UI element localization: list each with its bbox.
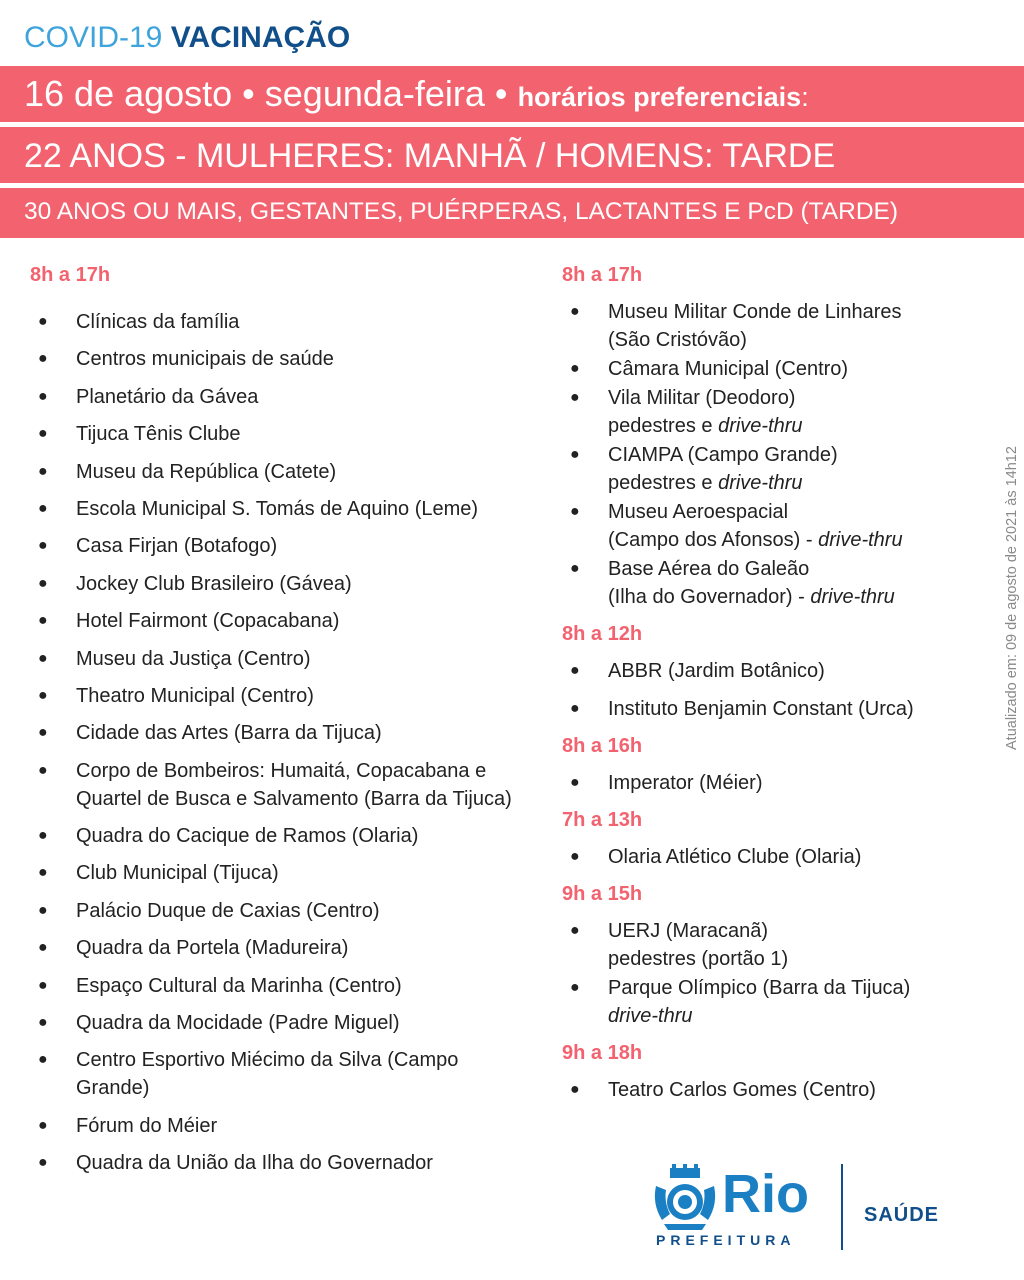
bullet-icon: ● <box>38 686 48 704</box>
location-name: Tijuca Tênis Clube <box>76 423 241 446</box>
location-name: Cidade das Artes (Barra da Tijuca) <box>76 722 382 745</box>
list-item <box>30 458 530 486</box>
list-item <box>30 757 530 813</box>
location-detail <box>608 583 982 611</box>
bullet-icon: ● <box>570 700 580 717</box>
list-item <box>30 859 530 887</box>
left-column <box>30 262 530 1187</box>
logo-sub: PREFEITURA <box>656 1232 796 1248</box>
list-item <box>562 555 982 611</box>
list-item <box>30 934 530 962</box>
bullet-icon: ● <box>38 1116 48 1134</box>
list-item <box>562 974 982 1030</box>
bullet-icon: ● <box>570 446 580 463</box>
bullet-icon: ● <box>38 649 48 667</box>
list-item <box>30 532 530 560</box>
group-9-18 <box>562 1040 982 1104</box>
hours-label: 9h a 15h <box>562 883 643 905</box>
list-item <box>562 498 982 554</box>
location-name: Quadra da Mocidade (Padre Miguel) <box>76 1012 400 1035</box>
location-list <box>562 1076 982 1104</box>
bullet-icon: ● <box>38 425 48 443</box>
location-name: Theatro Municipal (Centro) <box>76 684 314 707</box>
detail-text: pedestres (portão 1) <box>608 948 789 970</box>
hours-label: 8h a 17h <box>30 264 111 286</box>
location-list <box>562 843 982 871</box>
location-list <box>562 769 982 797</box>
location-name: CIAMPA (Campo Grande) <box>608 444 838 466</box>
bullet-icon: ● <box>570 979 580 996</box>
bullet-icon: ● <box>38 1051 48 1069</box>
bullet-icon: ● <box>570 1081 580 1098</box>
list-item <box>30 897 530 925</box>
date-line: 16 de agosto • segunda-feira • <box>24 73 508 114</box>
location-name: Instituto Benjamin Constant (Urca) <box>608 698 914 720</box>
location-list <box>562 657 982 723</box>
list-item <box>562 695 982 723</box>
bullet-icon: ● <box>38 939 48 957</box>
date-banner <box>0 66 1024 122</box>
bullet-icon: ● <box>570 774 580 791</box>
location-name: Quadra da União da Ilha do Governador <box>76 1152 433 1175</box>
bullet-icon: ● <box>38 462 48 480</box>
list-item <box>30 383 530 411</box>
title-light: COVID-19 <box>24 21 163 54</box>
age-banner <box>0 127 1024 183</box>
bullet-icon: ● <box>38 976 48 994</box>
right-column <box>562 262 982 1114</box>
list-item <box>562 657 982 685</box>
location-name: Teatro Carlos Gomes (Centro) <box>608 1079 876 1101</box>
list-item <box>562 355 982 383</box>
list-item <box>562 917 982 973</box>
hours-label: 9h a 18h <box>562 1042 643 1064</box>
location-detail <box>608 1002 982 1030</box>
location-name: Quadra da Portela (Madureira) <box>76 937 349 960</box>
list-item <box>562 384 982 440</box>
location-name: Palácio Duque de Caxias (Centro) <box>76 899 380 922</box>
bullet-icon: ● <box>570 389 580 406</box>
location-name: Base Aérea do Galeão <box>608 558 810 580</box>
bullet-icon: ● <box>38 574 48 592</box>
bullet-icon: ● <box>38 537 48 555</box>
hours-label: 8h a 16h <box>562 735 643 757</box>
location-name: Casa Firjan (Botafogo) <box>76 535 278 558</box>
groups-suffix: (TARDE) <box>800 198 899 225</box>
age-line: 22 ANOS - MULHERES: MANHÃ / HOMENS: TARDE <box>24 137 836 175</box>
updated-note: Atualizado em: 09 de agosto de 2021 às 14h12 <box>1004 446 1020 750</box>
bullet-icon: ● <box>38 901 48 919</box>
list-item <box>30 719 530 747</box>
detail-italic: drive-thru <box>608 1005 693 1027</box>
page-title <box>24 18 350 58</box>
groups-banner <box>0 188 1024 238</box>
list-item <box>30 1046 530 1102</box>
detail-italic: drive-thru <box>718 472 803 494</box>
bullet-icon: ● <box>570 662 580 679</box>
location-detail <box>608 526 982 554</box>
location-name: Museu Militar Conde de Linhares <box>608 301 902 323</box>
location-name: Planetário da Gávea <box>76 385 259 408</box>
detail-italic: drive-thru <box>718 415 803 437</box>
bullet-icon: ● <box>38 864 48 882</box>
bullet-icon: ● <box>38 350 48 368</box>
hours-label: 7h a 13h <box>562 809 643 831</box>
detail-text: pedestres e <box>608 415 713 437</box>
location-name: Espaço Cultural da Marinha (Centro) <box>76 974 402 997</box>
bullet-icon: ● <box>38 387 48 405</box>
list-item <box>30 972 530 1000</box>
list-item <box>30 1009 530 1037</box>
bullet-icon: ● <box>38 761 48 779</box>
bullet-icon: ● <box>570 560 580 577</box>
prefeitura-rio-logo <box>650 1162 950 1257</box>
list-item <box>562 298 982 354</box>
groups-line: 30 ANOS OU MAIS, GESTANTES, PUÉRPERAS, LACTANTES E PcD <box>24 198 794 225</box>
location-name: Quadra do Cacique de Ramos (Olaria) <box>76 825 419 848</box>
bullet-icon: ● <box>570 360 580 377</box>
group-8-16 <box>562 733 982 797</box>
logo-divider <box>841 1164 843 1250</box>
list-item <box>30 645 530 673</box>
location-name: Parque Olímpico (Barra da Tijuca) <box>608 977 911 999</box>
location-detail <box>608 945 982 973</box>
hours-label: 8h a 17h <box>562 264 643 286</box>
detail-italic: drive-thru <box>818 529 903 551</box>
list-item <box>30 570 530 598</box>
list-item <box>562 1076 982 1104</box>
title-bold: VACINAÇÃO <box>170 21 351 54</box>
detail-italic: drive-thru <box>810 586 895 608</box>
logo-name: Rio <box>722 1164 809 1224</box>
bullet-icon: ● <box>38 313 48 330</box>
location-list <box>30 308 530 1177</box>
list-item <box>30 495 530 523</box>
location-list <box>562 917 982 1030</box>
list-item <box>30 1149 530 1177</box>
list-item <box>562 769 982 797</box>
bullet-icon: ● <box>38 1014 48 1032</box>
city-crest-icon <box>650 1164 720 1234</box>
location-detail <box>608 326 982 354</box>
list-item <box>562 843 982 871</box>
list-item <box>562 441 982 497</box>
location-name: Jockey Club Brasileiro (Gávea) <box>76 572 352 595</box>
list-item <box>30 308 530 336</box>
location-name: Vila Militar (Deodoro) <box>608 387 796 409</box>
location-name: Clínicas da família <box>76 311 240 333</box>
bullet-icon: ● <box>38 1154 48 1172</box>
bullet-icon: ● <box>38 499 48 517</box>
bullet-icon: ● <box>38 612 48 630</box>
detail-text: (Campo dos Afonsos) - <box>608 529 813 551</box>
location-name: Museu da República (Catete) <box>76 460 337 483</box>
location-list <box>562 298 982 611</box>
group-9-15 <box>562 881 982 1030</box>
location-name: Hotel Fairmont (Copacabana) <box>76 610 340 633</box>
list-item <box>30 345 530 373</box>
location-name: Museu Aeroespacial <box>608 501 789 523</box>
bullet-icon: ● <box>570 503 580 520</box>
bullet-icon: ● <box>38 724 48 742</box>
list-item <box>30 822 530 850</box>
location-name: UERJ (Maracanã) <box>608 920 769 942</box>
location-name: Museu da Justiça (Centro) <box>76 647 311 670</box>
location-name: Centros municipais de saúde <box>76 348 334 371</box>
location-name: ABBR (Jardim Botânico) <box>608 660 825 682</box>
location-name: Corpo de Bombeiros: Humaitá, Copacabana e Quartel de Busca e Salvamento (Barra da Tijuca) <box>76 759 512 810</box>
location-name: Imperator (Méier) <box>608 772 763 794</box>
group-8-17 <box>562 262 982 611</box>
hours-label: 8h a 12h <box>562 623 643 645</box>
location-name: Olaria Atlético Clube (Olaria) <box>608 846 862 868</box>
bullet-icon: ● <box>570 303 580 320</box>
group-7-13 <box>562 807 982 871</box>
detail-text: (Ilha do Governador) - <box>608 586 805 608</box>
date-colon: : <box>801 82 809 112</box>
location-name: Câmara Municipal (Centro) <box>608 358 849 380</box>
location-name: Fórum do Méier <box>76 1114 218 1137</box>
list-item <box>30 1112 530 1140</box>
logo-dept: SAÚDE <box>864 1204 940 1226</box>
date-bold: horários preferenciais <box>517 82 802 112</box>
bullet-icon: ● <box>570 922 580 939</box>
list-item <box>30 682 530 710</box>
location-name: Centro Esportivo Miécimo da Silva (Campo Grande) <box>76 1049 459 1100</box>
group-8-12 <box>562 621 982 723</box>
location-detail <box>608 469 982 497</box>
location-name: Escola Municipal S. Tomás de Aquino (Leme) <box>76 497 479 520</box>
location-detail <box>608 412 982 440</box>
list-item <box>30 420 530 448</box>
bullet-icon: ● <box>570 848 580 865</box>
bullet-icon: ● <box>38 827 48 845</box>
list-item <box>30 607 530 635</box>
detail-text: (São Cristóvão) <box>608 329 747 351</box>
location-name: Club Municipal (Tijuca) <box>76 862 279 885</box>
detail-text: pedestres e <box>608 472 713 494</box>
